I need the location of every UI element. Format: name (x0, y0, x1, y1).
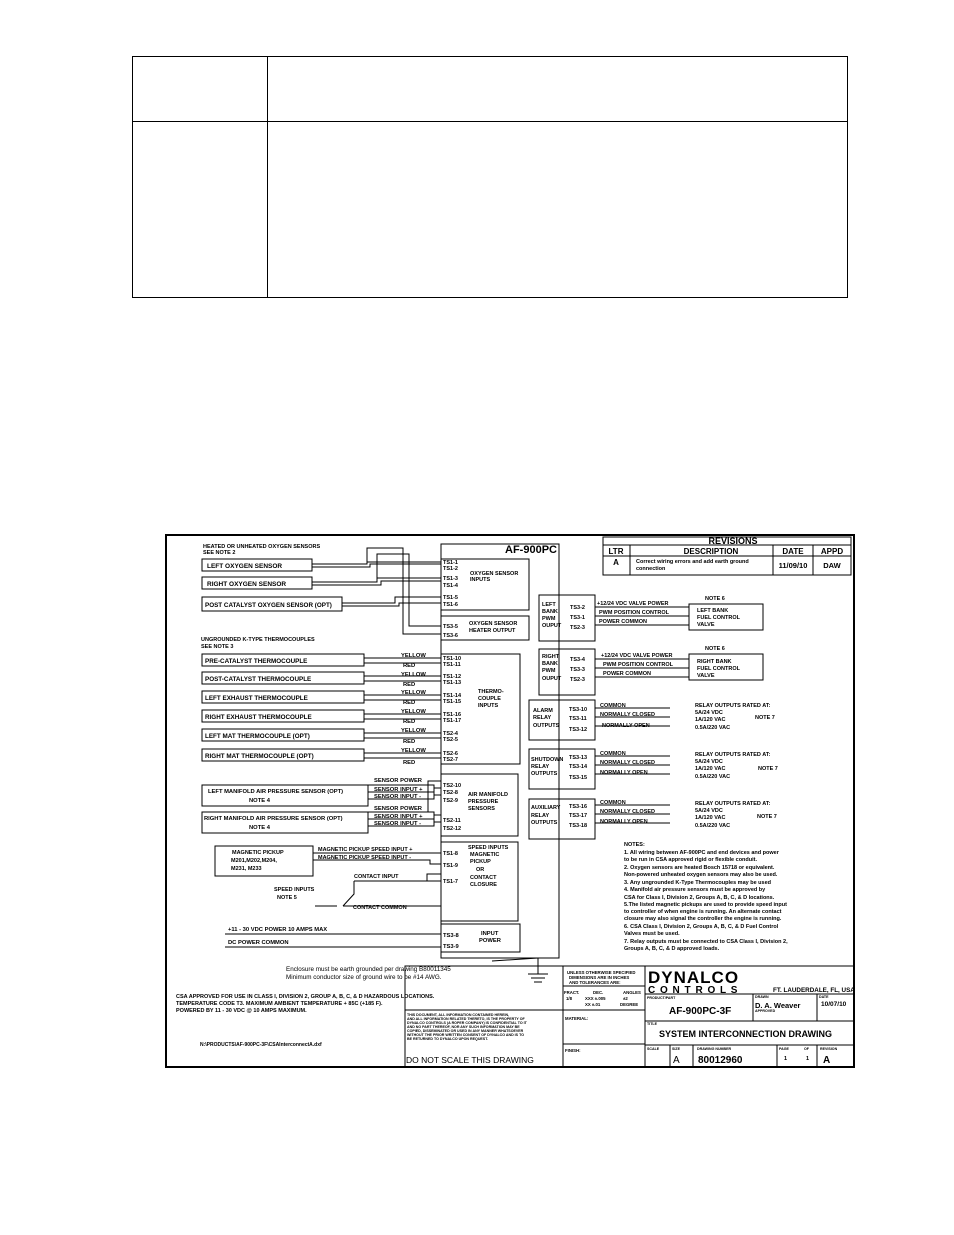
size-label: SIZE (672, 1047, 680, 1051)
pickup-wire: MAGNETIC PICKUP SPEED INPUT + (318, 847, 413, 853)
pressure-wire: SENSOR POWER (374, 778, 422, 784)
oxygen-terminal: TS1-6 (443, 602, 458, 608)
left-pwm-terminal: TS3-2 (570, 605, 585, 611)
right-pwm-label: OUPUT (542, 676, 562, 682)
csa-statement: POWERED BY 11 - 30 VDC @ 10 AMPS MAXIMUM. (176, 1008, 307, 1014)
thermocouple-name: PRE-CATALYST THERMOCOUPLE (205, 658, 308, 665)
relay-wire: NORMALLY CLOSED (600, 760, 656, 766)
power-input-label: POWER (479, 938, 501, 944)
proprietary-text: AND ALL INFORMATION RELATED THERETO, IS THE PROPERTY OF (407, 1017, 525, 1021)
pressure-wire: SENSOR INPUT - (374, 821, 422, 827)
thermo-terminal: TS1-17 (443, 718, 462, 724)
top-table-column-divider (267, 57, 268, 297)
pwm-wire: POWER COMMON (603, 671, 651, 677)
shutdown-relay-label: OUTPUTS (531, 771, 558, 777)
top-table (132, 56, 848, 298)
power-terminal: TS3-8 (443, 933, 459, 939)
oxygen-terminal: TS1-3 (443, 576, 458, 582)
power-input-label: INPUT (481, 931, 499, 937)
pwm-note: NOTE 6 (705, 646, 725, 652)
tolerance-header: FRACT. (564, 990, 580, 995)
relay-wire: COMMON (600, 703, 626, 709)
pressure-inputs-label: AIR MANIFOLD (468, 792, 509, 798)
pwm-wire: POWER COMMON (599, 619, 647, 625)
pressure-note: NOTE 4 (249, 825, 270, 831)
power-terminal: TS3-9 (443, 944, 459, 950)
pressure-inputs-label: SENSORS (468, 806, 495, 812)
csa-statement: TEMPERATURE CODE T3. MAXIMUM AMBIENT TEMPERATURE + 85C (+185 F). (176, 1001, 383, 1007)
proprietary-text: COPIED, DISSEMINATED OR USED IN ANY MANNER WHATSOEVER (407, 1029, 524, 1033)
relay-note: NOTE 7 (758, 766, 778, 772)
ground-note: Minimum conductor size of ground wire to be #14 AWG. (286, 974, 442, 981)
shutdown-terminal: TS3-15 (569, 775, 588, 781)
pwm-wire: PWM POSITION CONTROL (603, 662, 673, 668)
page-label: PAGE (779, 1047, 789, 1051)
revisions-appd: DAW (823, 561, 841, 570)
left-pwm-label: BANK (542, 609, 558, 615)
revisions-desc-2: connection (636, 566, 666, 572)
relay-note: NOTE 7 (757, 814, 777, 820)
pwm-wire: PWM POSITION CONTROL (599, 610, 669, 616)
thermo-terminal: TS2-5 (443, 737, 458, 743)
thermo-terminal: TS2-7 (443, 757, 458, 763)
thermocouple-name: RIGHT EXHAUST THERMOCOUPLE (205, 714, 312, 721)
oxygen-terminal: TS1-4 (443, 583, 458, 589)
tolerance-text: UNLESS OTHERWISE SPECIFIED (567, 970, 636, 975)
heater-output-label: HEATER OUTPUT (469, 628, 516, 634)
pwm-wire: +12/24 VDC VALVE POWER (597, 601, 669, 607)
page-of: 1 (806, 1056, 810, 1062)
relay-wire: NORMALLY OPEN (600, 770, 648, 776)
shutdown-terminal: TS3-13 (569, 755, 588, 761)
aux-terminal: TS3-17 (569, 813, 588, 819)
relay-rating-title: RELAY OUTPUTS RATED AT: (695, 703, 771, 709)
wire-color: RED (403, 719, 416, 725)
thermo-inputs-label: COUPLE (478, 696, 501, 702)
thermo-terminal: TS1-15 (443, 699, 462, 705)
drawing-number-label: DRAWING NUMBER (697, 1047, 732, 1051)
relay-rating: 5A/24 VDC (695, 759, 723, 765)
revision-label: REVISION (820, 1047, 838, 1051)
revisions-date: 11/09/10 (778, 561, 808, 570)
of-label: OF (804, 1047, 809, 1051)
speed-terminal: TS1-8 (443, 851, 458, 857)
tolerance-value: 1/8 (566, 996, 572, 1001)
aux-relay-label: OUTPUTS (531, 820, 558, 826)
note-line: Non-powered unheated oxygen sensors may also be used. (624, 872, 778, 878)
do-not-scale: DO NOT SCALE THIS DRAWING (406, 1055, 534, 1065)
tolerance-header: DEC. (593, 990, 604, 995)
tolerance-value: XX ±.01 (585, 1002, 601, 1007)
right-pwm-label: BANK (542, 661, 558, 667)
proprietary-text: BE RETURNED TO DYNALCO UPON REQUEST. (407, 1037, 488, 1041)
revisions-title: REVISIONS (708, 536, 758, 546)
alarm-terminal: TS3-12 (569, 727, 588, 733)
revisions-desc-1: Correct wiring errors and add earth ground (636, 559, 749, 565)
material-label: MATERIAL: (565, 1016, 589, 1021)
right-valve-label: VALVE (697, 673, 715, 679)
relay-rating: 1A/120 VAC (695, 815, 726, 821)
left-pwm-label: PWM (542, 616, 556, 622)
left-valve-label: FUEL CONTROL (697, 615, 740, 621)
right-valve-label: RIGHT BANK (697, 659, 732, 665)
proprietary-text: WITHOUT THE PRIOR WRITTEN CONSENT OF DYNALCO AND IS TO (407, 1033, 524, 1037)
alarm-relay-label: ALARM (533, 708, 553, 714)
thermocouple-name: POST-CATALYST THERMOCOUPLE (205, 676, 312, 683)
heater-terminal: TS3-6 (443, 633, 458, 639)
page-number: 1 (784, 1056, 788, 1062)
shutdown-relay-label: RELAY (531, 764, 550, 770)
relay-wire: COMMON (600, 751, 626, 757)
wire-color: RED (403, 682, 416, 688)
file-path: N:\PRODUCTS\AF-900PC-3F\CSAInterconnectA.dxf (200, 1042, 322, 1048)
left-pwm-terminal: TS2-3 (570, 625, 585, 631)
scale-label: SCALE (647, 1047, 660, 1051)
relay-rating-title: RELAY OUTPUTS RATED AT: (695, 801, 771, 807)
thermo-terminal: TS1-10 (443, 656, 462, 662)
relay-rating: 1A/120 VAC (695, 717, 726, 723)
note-line: 3. Any ungrounded K-Type Thermocouples may be used (624, 880, 771, 886)
speed-inputs-label: SPEED INPUTS (468, 845, 509, 851)
right-pwm-terminal: TS3-3 (570, 667, 585, 673)
right-pwm-terminal: TS3-4 (570, 657, 585, 663)
relay-note: NOTE 7 (755, 715, 775, 721)
relay-rating: 0.5A/220 VAC (695, 774, 731, 780)
oxygen-heading-note: SEE NOTE 2 (203, 550, 236, 556)
alarm-terminal: TS3-10 (569, 707, 588, 713)
note-line: to controller of when engine is running. An alternate contact (624, 909, 782, 915)
pickup-box-text: M201,M202,M204, (231, 858, 277, 864)
title-label: TITLE (647, 1022, 657, 1026)
left-pwm-terminal: TS3-1 (570, 615, 585, 621)
pressure-sensor-name: RIGHT MANIFOLD AIR PRESSURE SENSOR (OPT) (204, 816, 343, 822)
aux-relay-label: AUXILIARY (531, 805, 561, 811)
pwm-note: NOTE 6 (705, 596, 725, 602)
relay-wire: NORMALLY OPEN (600, 819, 648, 825)
speed-terminal: TS1-9 (443, 863, 458, 869)
note-line: Groups A, B, C, & D approved loads. (624, 946, 720, 952)
wire-color: RED (403, 663, 416, 669)
note-line: 1. All wiring between AF-900PC and end devices and power (624, 850, 779, 856)
speed-inputs-label: PICKUP (470, 859, 491, 865)
relay-wire: NORMALLY OPEN (602, 723, 650, 729)
proprietary-text: THIS DOCUMENT, ALL INFORMATION CONTAINED HEREIN, (407, 1013, 510, 1017)
wire-color: YELLOW (401, 653, 426, 659)
pressure-terminal: TS2-9 (443, 798, 458, 804)
revisions-header-date: DATE (782, 547, 804, 556)
wire-color: YELLOW (401, 709, 426, 715)
tolerance-value: DEGREE (620, 1002, 639, 1007)
left-pwm-label: OUPUT (542, 623, 562, 629)
note-line: Valves must be used. (624, 931, 680, 937)
note-line: 7. Relay outputs must be connected to CSA Class I, Division 2, (624, 939, 788, 945)
drawn-by: D. A. Weaver (755, 1001, 801, 1010)
note-line: 2. Oxygen sensors are heated Bosch 15718 or equivalent. (624, 865, 775, 871)
pressure-terminal: TS2-11 (443, 818, 461, 824)
relay-rating: 0.5A/220 VAC (695, 725, 731, 731)
relay-rating: 1A/120 VAC (695, 766, 726, 772)
speed-inputs-label: CONTACT (470, 875, 497, 881)
revisions-header-appd: APPD (820, 547, 844, 556)
oxygen-terminal: TS1-5 (443, 595, 458, 601)
note-line: 4. Manifold air pressure sensors must be approved by (624, 887, 766, 893)
alarm-relay-label: OUTPUTS (533, 723, 560, 729)
contact-common-label: CONTACT COMMON (353, 905, 407, 911)
thermo-terminal: TS1-16 (443, 712, 462, 718)
company-logo-sub: C O N T R O L S (648, 985, 739, 996)
note-line: closure may also signal the controller the engine is running. (624, 916, 782, 922)
speed-inputs-note: SPEED INPUTS (274, 887, 315, 893)
speed-inputs-note: NOTE 5 (277, 895, 297, 901)
thermo-terminal: TS1-12 (443, 674, 462, 680)
date-label: DATE (819, 995, 829, 999)
power-wire: +11 - 30 VDC POWER 10 AMPS MAX (228, 927, 328, 933)
oxygen-terminal: TS1-1 (443, 560, 458, 566)
tolerance-text: DIMENSIONS ARE IN INCHES (569, 975, 630, 980)
thermocouple-inputs-box (441, 654, 520, 764)
relay-wire: COMMON (600, 800, 626, 806)
pressure-wire: SENSOR INPUT - (374, 794, 422, 800)
drawn-label: DRAWN (755, 995, 769, 999)
relay-wire: NORMALLY CLOSED (600, 809, 656, 815)
pressure-terminal: TS2-12 (443, 826, 462, 832)
aux-terminal: TS3-18 (569, 823, 588, 829)
oxygen-terminal: TS1-2 (443, 566, 458, 572)
left-pwm-label: LEFT (542, 602, 556, 608)
speed-inputs-label: MAGNETIC (470, 852, 500, 858)
proprietary-text: DYNALCO CONTROLS (A ROPER COMPANY) IS CONFIDENTIAL TO IT (407, 1021, 527, 1025)
thermocouple-name: LEFT EXHAUST THERMOCOUPLE (205, 695, 308, 702)
wire-color: YELLOW (401, 672, 426, 678)
pwm-wire: +12/24 VDC VALVE POWER (601, 653, 673, 659)
right-valve-label: FUEL CONTROL (697, 666, 740, 672)
oxygen-heading: HEATED OR UNHEATED OXYGEN SENSORS (203, 544, 321, 550)
product-label: PRODUCT/PART (647, 996, 676, 1000)
pressure-wire: SENSOR INPUT + (374, 787, 423, 793)
drawing-size: A (673, 1055, 680, 1066)
oxygen-inputs-label: OXYGEN SENSOR (470, 571, 519, 577)
thermo-heading-note: SEE NOTE 3 (201, 644, 234, 650)
alarm-relay-label: RELAY (533, 715, 552, 721)
tolerance-header: ANGLES (623, 990, 641, 995)
product-part: AF-900PC-3F (669, 1006, 732, 1017)
revisions-header-ltr: LTR (608, 547, 624, 556)
thermo-inputs-label: THERMO- (478, 689, 504, 695)
system-interconnection-drawing (165, 534, 855, 1068)
power-wire: DC POWER COMMON (228, 940, 289, 946)
pressure-terminal: TS2-8 (443, 790, 458, 796)
ground-note: Enclosure must be earth grounded per drawing B80011345 (286, 966, 451, 973)
right-pwm-label: PWM (542, 668, 556, 674)
thermo-terminal: TS1-13 (443, 680, 462, 686)
approved-label: APPROVED (755, 1009, 776, 1013)
pressure-sensor-name: LEFT MANIFOLD AIR PRESSURE SENSOR (OPT) (208, 789, 344, 795)
wire-color: RED (403, 739, 416, 745)
right-pwm-terminal: TS2-3 (570, 677, 585, 683)
top-table-row-divider (133, 121, 847, 122)
thermo-inputs-label: INPUTS (478, 703, 499, 709)
left-valve-label: VALVE (697, 622, 715, 628)
pressure-inputs-label: PRESSURE (468, 799, 499, 805)
revisions-ltr: A (613, 558, 619, 567)
controller-title: AF-900PC (505, 544, 557, 556)
thermo-terminal: TS1-11 (443, 662, 461, 668)
thermocouple-name: LEFT MAT THERMOCOUPLE (OPT) (205, 733, 310, 740)
drawn-date: 10/07/10 (821, 1001, 847, 1008)
shutdown-relay-label: SHUTDOWN (531, 757, 564, 763)
relay-rating: 5A/24 VDC (695, 808, 723, 814)
drawing-number: 80012960 (698, 1055, 743, 1066)
relay-rating-title: RELAY OUTPUTS RATED AT: (695, 752, 771, 758)
wire-color: RED (403, 760, 416, 766)
right-oxygen-sensor: RIGHT OXYGEN SENSOR (207, 581, 287, 588)
thermo-terminal: TS1-14 (443, 693, 462, 699)
pickup-box-text: M231, M233 (231, 866, 262, 872)
pickup-wire: MAGNETIC PICKUP SPEED INPUT - (318, 855, 412, 861)
heater-terminal: TS3-5 (443, 624, 458, 630)
tolerance-value: XXX ±.005 (585, 996, 606, 1001)
drawing-title: SYSTEM INTERCONNECTION DRAWING (659, 1029, 833, 1039)
right-pwm-label: RIGHT (542, 654, 560, 660)
thermo-terminal: TS2-6 (443, 751, 458, 757)
contact-input-label: CONTACT INPUT (354, 874, 399, 880)
pressure-terminal: TS2-10 (443, 783, 462, 789)
left-valve-label: LEFT BANK (697, 608, 729, 614)
revisions-header-description: DESCRIPTION (683, 547, 739, 556)
heater-output-label: OXYGEN SENSOR (469, 621, 518, 627)
wire-color: RED (403, 700, 416, 706)
thermocouple-name: RIGHT MAT THERMOCOUPLE (OPT) (205, 753, 314, 760)
oxygen-inputs-label: INPUTS (470, 577, 491, 583)
tolerance-value: ±2 (623, 996, 628, 1001)
csa-statement: CSA APPROVED FOR USE IN CLASS I, DIVISION 2, GROUP A, B, C, & D HAZARDOUS LOCATIONS. (176, 994, 435, 1000)
notes-title: NOTES: (624, 842, 645, 848)
revision-letter: A (823, 1055, 831, 1066)
finish-label: FINISH: (565, 1048, 581, 1053)
note-line: 6. CSA Class I, Division 2, Groups A, B, C, & D Fuel Control (624, 924, 779, 930)
post-catalyst-oxygen-sensor: POST CATALYST OXYGEN SENSOR (OPT) (205, 602, 332, 609)
wire-color: YELLOW (401, 728, 426, 734)
speed-inputs-label: OR (476, 867, 485, 873)
pressure-note: NOTE 4 (249, 798, 270, 804)
relay-rating: 0.5A/220 VAC (695, 823, 731, 829)
speed-terminal: TS1-7 (443, 879, 458, 885)
relay-rating: 5A/24 VDC (695, 710, 723, 716)
company-location: FT. LAUDERDALE, FL, USA (773, 987, 855, 994)
pickup-box-text: MAGNETIC PICKUP (232, 850, 284, 856)
tolerance-text: AND TOLERANCES ARE: (569, 980, 621, 985)
pressure-wire: SENSOR POWER (374, 806, 422, 812)
pressure-wire: SENSOR INPUT + (374, 814, 423, 820)
speed-inputs-label: CLOSURE (470, 882, 497, 888)
wire-color: YELLOW (401, 690, 426, 696)
aux-terminal: TS3-16 (569, 804, 588, 810)
left-oxygen-sensor: LEFT OXYGEN SENSOR (207, 563, 283, 570)
shutdown-terminal: TS3-14 (569, 764, 588, 770)
relay-wire: NORMALLY CLOSED (600, 712, 656, 718)
thermo-heading: UNGROUNDED K-TYPE THERMOCOUPLES (201, 637, 315, 643)
note-line: to be run in CSA approved rigid or flexible conduit. (624, 857, 758, 863)
thermo-terminal: TS2-4 (443, 731, 458, 737)
alarm-terminal: TS3-11 (569, 716, 587, 722)
wire-color: YELLOW (401, 748, 426, 754)
note-line: CSA for Class I, Division 2, Groups A, B, C, & D locations. (624, 895, 775, 901)
aux-relay-label: RELAY (531, 813, 550, 819)
note-line: 5.The listed magnetic pickups are used to provide speed input (624, 902, 787, 908)
proprietary-text: AND NO PART THEREOF, NOR ANY SUCH INFORMATION MAY BE (407, 1025, 520, 1029)
company-logo: DYNALCO (648, 968, 740, 987)
